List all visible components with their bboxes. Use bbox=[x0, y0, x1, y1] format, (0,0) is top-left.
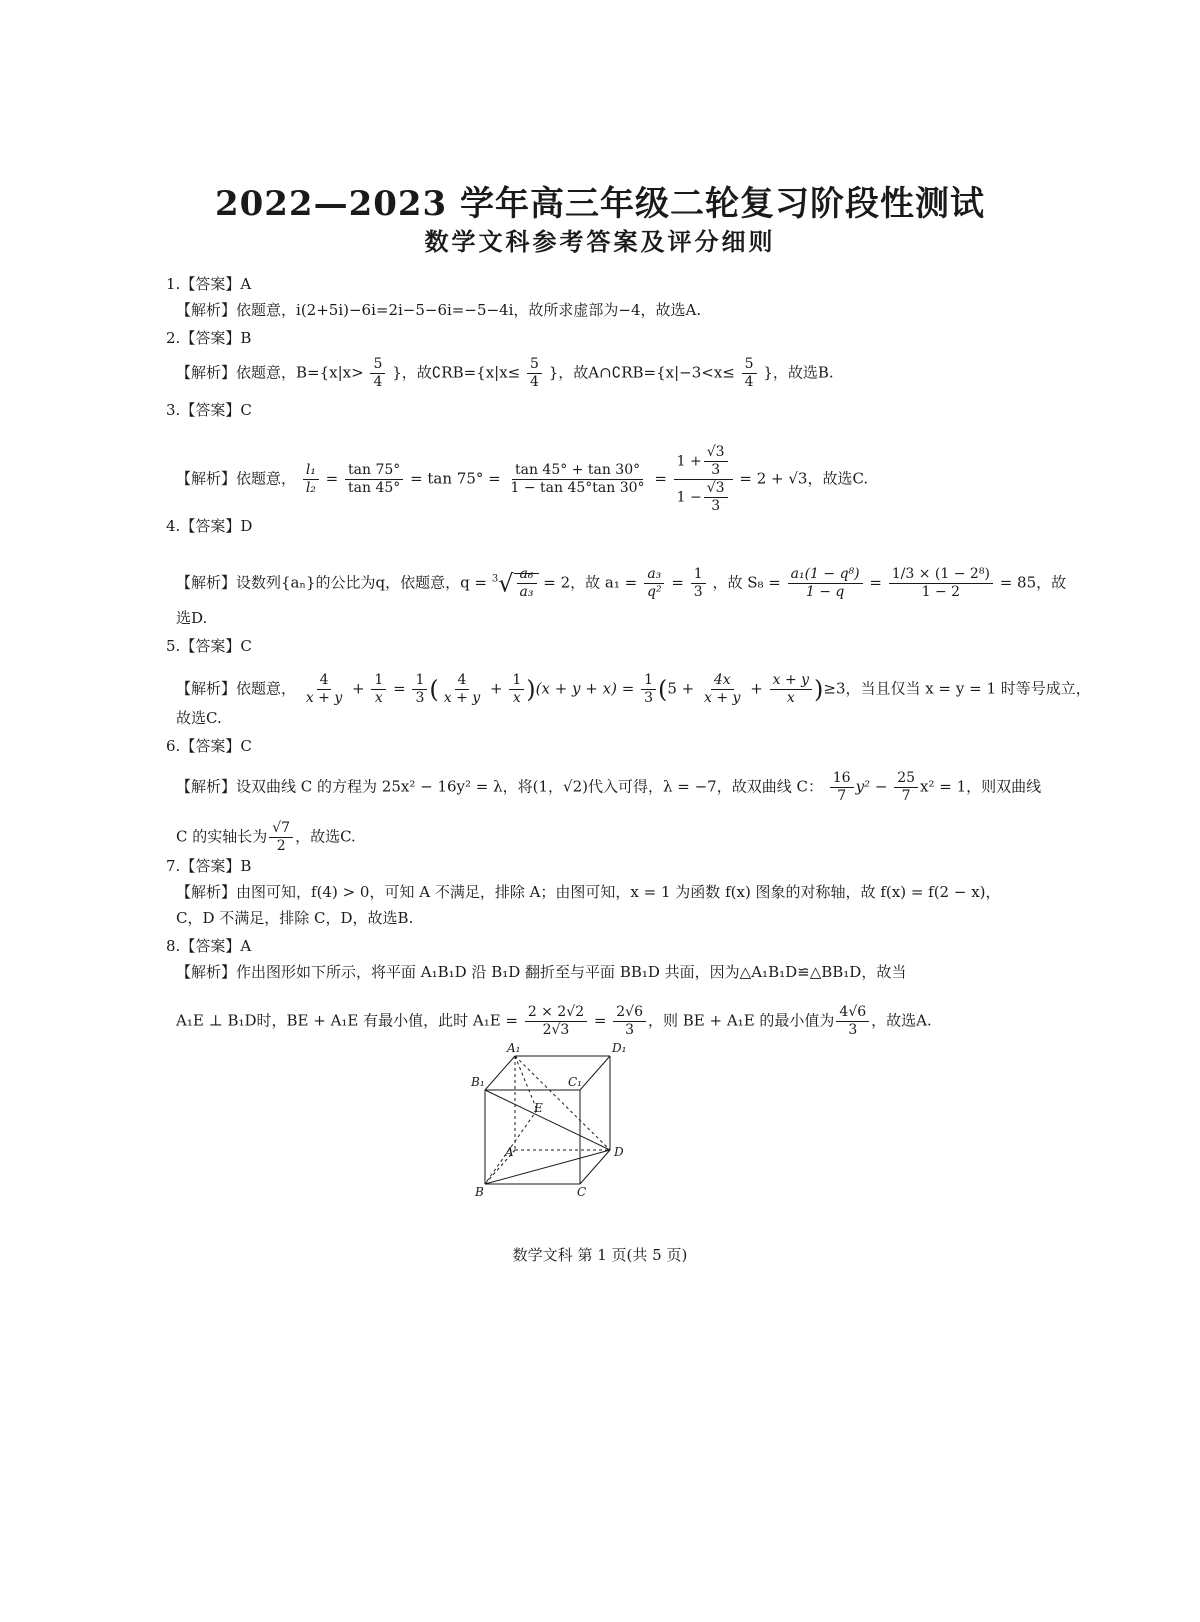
item-7-answer: 7.【答案】B bbox=[166, 857, 252, 875]
item-7-analysis: 【解析】由图可知，f(4) > 0，可知 A 不满足，排除 A；由图可知，x = 1 为函数 f(x) 图象的对称轴，故 f(x) = f(2 − x)， bbox=[176, 883, 1001, 901]
label-A1: A₁ bbox=[507, 1041, 521, 1055]
label-D: D bbox=[614, 1145, 624, 1159]
page-footer: 数学文科 第 1 页(共 5 页) bbox=[512, 1246, 688, 1264]
item-4-analysis: 【解析】设数列{aₙ}的公比为q，依题意，q = $^3$√ $\frac{\text{a₆}}{\text{a₃}}$ = 2，故 a₁ = $\frac{\text{a₃}}{\text{q²}}$ = $\frac{1}{3}$ ，故 S₈ = $\frac{\text{a₁(1 − q⁸)}}{1 - q}$ = $\frac{\text{1/3 × (1 − 2⁸)}}{1 - 2}$ = 85，故 bbox=[176, 566, 1067, 600]
item-2-analysis: 【解析】依题意，B={x|x> $\frac{5}{4}$ }，故∁RB={x|x≤ $\frac{5}{4}$ }，故A∩∁RB={x|−3<x≤ $\frac{5}{4}$ }，故选B. bbox=[176, 356, 834, 390]
cube-figure bbox=[460, 1040, 660, 1210]
label-B: B bbox=[475, 1185, 484, 1199]
label-C: C bbox=[577, 1185, 587, 1199]
label-D1: D₁ bbox=[612, 1041, 627, 1055]
item-4-continuation: 选D. bbox=[176, 609, 208, 627]
item-5-continuation: 故选C. bbox=[176, 709, 222, 727]
label-A: A bbox=[505, 1145, 514, 1159]
item-1-analysis: 【解析】依题意，i(2+5i)−6i=2i−5−6i=−5−4i，故所求虚部为−4，故选A. bbox=[176, 301, 702, 319]
item-1-answer: 1.【答案】A bbox=[166, 275, 252, 293]
page-title: 2022—2023 学年高三年级二轮复习阶段性测试 bbox=[214, 184, 986, 224]
label-C1: C₁ bbox=[568, 1075, 582, 1089]
cube-solid-edges bbox=[485, 1056, 610, 1184]
item-6-answer: 6.【答案】C bbox=[166, 737, 252, 755]
item-2-answer: 2.【答案】B bbox=[166, 329, 252, 347]
item-3-answer: 3.【答案】C bbox=[166, 401, 252, 419]
item-5-answer: 5.【答案】C bbox=[166, 637, 252, 655]
page-subtitle: 数学文科参考答案及评分细则 bbox=[424, 227, 776, 256]
item-8-analysis: 【解析】作出图形如下所示，将平面 A₁B₁D 沿 B₁D 翻折至与平面 BB₁D 共面，因为△A₁B₁D≌△BB₁D，故当 bbox=[176, 963, 907, 981]
item-3-analysis: 【解析】依题意， $\frac{\text{l₁}}{\text{l₂}}$ = $\frac{\tan 75^\circ}{\tan 45^\circ}$ = tan 75° = $\frac{\tan 45^\circ + \tan 30^\circ}{1 - \tan 45^\circ\tan 30^\circ}$ = 1 + $\frac{√3}{3}$ 1 − $\frac{√3}{3}$ = 2 + √3，故选C. bbox=[176, 444, 869, 514]
item-8-continuation: A₁E ⊥ B₁D时，BE + A₁E 有最小值，此时 A₁E = $\frac{2 \times 2√2}{2√3}$ = $\frac{2√6}{3}$ ，则 BE + A₁E 的最小值为 $\frac{4√6}{3}$ ，故选A. bbox=[176, 1004, 932, 1038]
label-B1: B₁ bbox=[471, 1075, 485, 1089]
item-7-continuation: C，D 不满足，排除 C，D，故选B. bbox=[176, 909, 414, 927]
item-6-continuation: C 的实轴长为 $\frac{√7}{2}$ ，故选C. bbox=[176, 820, 356, 854]
item-5-analysis: 【解析】依题意， $\frac{4}{x + y}$ + $\frac{1}{x}$ = $\frac{1}{3}$ ( $\frac{4}{x + y}$ + $\frac{1}{x}$ )(x + y + x) = $\frac{1}{3}$ (5 + $\frac{4x}{x + y}$ + $\frac{x + y}{x}$ )≥3，当且仅当 x = y = 1 时等号成立， bbox=[176, 672, 1091, 706]
item-8-answer: 8.【答案】A bbox=[166, 937, 252, 955]
label-E: E bbox=[534, 1101, 543, 1115]
item-6-analysis: 【解析】设双曲线 C 的方程为 25x² − 16y² = λ，将(1，√2)代入可得，λ = −7，故双曲线 C： $\frac{16}{7}$ y² − $\frac{25}{7}$ x² = 1，则双曲线 bbox=[176, 770, 1042, 804]
item-4-answer: 4.【答案】D bbox=[166, 517, 253, 535]
